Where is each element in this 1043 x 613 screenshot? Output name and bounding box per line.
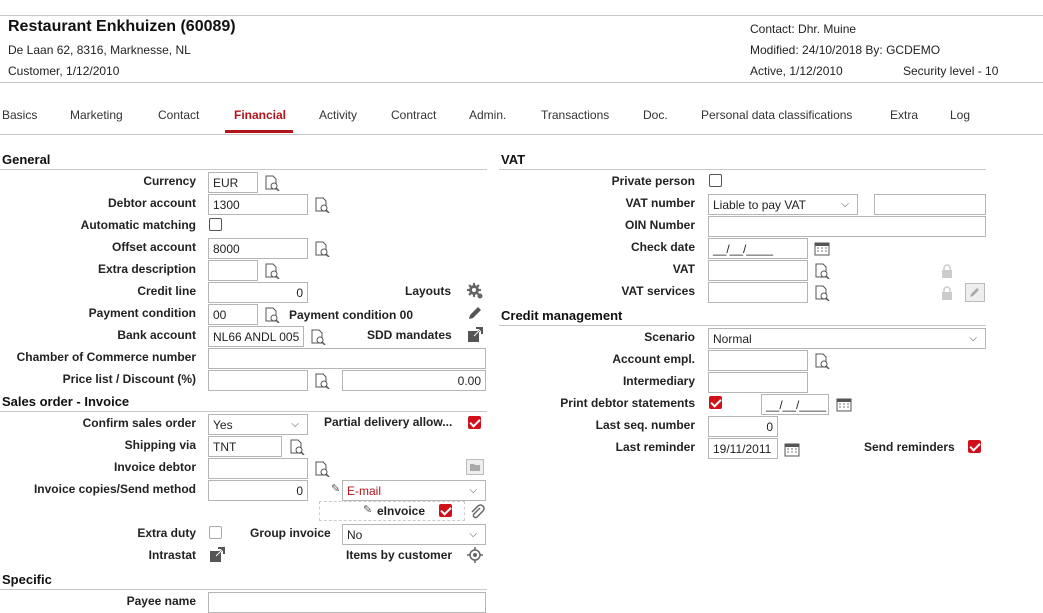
lookup-icon[interactable] bbox=[310, 329, 326, 345]
lookup-icon[interactable] bbox=[814, 353, 830, 369]
paperclip-icon[interactable] bbox=[469, 504, 485, 520]
lookup-icon[interactable] bbox=[314, 373, 330, 389]
folder-icon[interactable] bbox=[466, 459, 484, 475]
section-general: General bbox=[2, 152, 51, 167]
price-list-field[interactable] bbox=[208, 370, 308, 391]
pencil-icon[interactable]: ✎ bbox=[363, 504, 373, 516]
check-date-field[interactable]: __/__/____ bbox=[708, 238, 808, 259]
tab-contract[interactable]: Contract bbox=[391, 108, 437, 122]
vat-liability-value: Liable to pay VAT bbox=[713, 198, 806, 212]
print-statements-label: Print debtor statements bbox=[560, 396, 695, 410]
lookup-icon[interactable] bbox=[264, 263, 280, 279]
intermediary-field[interactable] bbox=[708, 372, 808, 393]
einvoice-label: eInvoice bbox=[377, 504, 426, 518]
private-person-label: Private person bbox=[611, 174, 695, 188]
offset-account-label: Offset account bbox=[111, 240, 196, 254]
send-method-select[interactable] bbox=[342, 480, 486, 501]
vat-field[interactable] bbox=[708, 260, 808, 281]
send-reminders-label: Send reminders bbox=[864, 440, 955, 454]
external-link-icon[interactable] bbox=[467, 327, 483, 343]
bank-account-label: Bank account bbox=[117, 328, 196, 342]
print-statements-date-field[interactable]: __/__/____ bbox=[761, 394, 829, 415]
vat-liability-select[interactable] bbox=[708, 194, 858, 215]
check-date-label: Check date bbox=[630, 240, 695, 254]
debtor-account-label: Debtor account bbox=[107, 196, 196, 210]
section-sales-order: Sales order - Invoice bbox=[2, 394, 130, 409]
modified-info: Modified: 24/10/2018 By: GCDEMO bbox=[750, 43, 941, 57]
lookup-icon[interactable] bbox=[814, 263, 830, 279]
vat-label: VAT bbox=[672, 262, 695, 276]
invoice-debtor-label: Invoice debtor bbox=[113, 460, 196, 474]
lookup-icon[interactable] bbox=[289, 439, 305, 455]
print-statements-checkbox[interactable] bbox=[709, 396, 722, 409]
vat-services-label: VAT services bbox=[621, 284, 695, 298]
invoice-debtor-field[interactable] bbox=[208, 458, 308, 479]
vat-services-field[interactable] bbox=[708, 282, 808, 303]
partial-delivery-label: Partial delivery allow... bbox=[324, 415, 453, 429]
tab-activity[interactable]: Activity bbox=[319, 108, 358, 122]
lookup-icon[interactable] bbox=[264, 307, 280, 323]
shipping-via-label: Shipping via bbox=[124, 438, 196, 452]
extra-description-label: Extra description bbox=[97, 262, 196, 276]
tab-admin[interactable]: Admin. bbox=[469, 108, 507, 122]
invoice-copies-field[interactable]: 0 bbox=[208, 480, 308, 501]
group-invoice-select[interactable] bbox=[342, 524, 486, 545]
calendar-icon[interactable] bbox=[836, 396, 852, 412]
vat-number-field[interactable] bbox=[874, 194, 986, 215]
shipping-via-field[interactable]: TNT bbox=[208, 436, 282, 457]
group-invoice-label: Group invoice bbox=[250, 526, 331, 540]
send-reminders-checkbox[interactable] bbox=[968, 440, 981, 453]
section-credit-management: Credit management bbox=[501, 308, 623, 323]
section-specific: Specific bbox=[2, 572, 52, 587]
send-method-value: E-mail bbox=[347, 484, 382, 498]
account-empl-label: Account empl. bbox=[612, 352, 695, 366]
tab-basics[interactable]: Basics bbox=[2, 108, 38, 122]
last-seq-field[interactable]: 0 bbox=[708, 416, 778, 437]
vat-number-label: VAT number bbox=[625, 196, 695, 210]
tab-marketing[interactable]: Marketing bbox=[70, 108, 123, 122]
payment-condition-description: Payment condition 00 bbox=[289, 308, 414, 322]
confirm-sales-order-label: Confirm sales order bbox=[82, 416, 196, 430]
oin-number-label: OIN Number bbox=[624, 218, 695, 232]
lock-icon bbox=[939, 285, 955, 301]
oin-number-field[interactable] bbox=[708, 216, 986, 237]
lock-icon bbox=[939, 263, 955, 279]
customer-since: Customer, 1/12/2010 bbox=[8, 64, 120, 78]
scenario-value: Normal bbox=[713, 332, 752, 346]
extra-description-field[interactable] bbox=[208, 260, 258, 281]
address: De Laan 62, 8316, Marknesse, NL bbox=[8, 43, 191, 57]
active-info: Active, 1/12/2010 bbox=[750, 64, 843, 78]
intermediary-label: Intermediary bbox=[622, 374, 695, 388]
gear-icon[interactable] bbox=[467, 283, 483, 299]
tab-extra[interactable]: Extra bbox=[890, 108, 919, 122]
sdd-mandates-label: SDD mandates bbox=[367, 328, 452, 342]
chevron-down-icon: ⌵ bbox=[469, 485, 477, 496]
layouts-label: Layouts bbox=[405, 284, 452, 298]
items-by-customer-label: Items by customer bbox=[346, 548, 453, 562]
chevron-down-icon: ⌵ bbox=[969, 333, 977, 344]
active-tab-indicator bbox=[225, 130, 293, 133]
tab-doc[interactable]: Doc. bbox=[643, 108, 668, 122]
price-list-label: Price list / Discount (%) bbox=[62, 372, 196, 386]
einvoice-checkbox[interactable] bbox=[439, 504, 452, 517]
payee-name-field[interactable] bbox=[208, 592, 486, 613]
automatic-matching-label: Automatic matching bbox=[80, 218, 196, 232]
scenario-label: Scenario bbox=[644, 330, 695, 344]
credit-line-label: Credit line bbox=[137, 284, 196, 298]
payment-condition-field[interactable]: 00 bbox=[208, 304, 258, 325]
calendar-icon[interactable] bbox=[784, 441, 800, 457]
bank-account-field[interactable]: NL66 ANDL 005 bbox=[208, 326, 304, 347]
private-person-checkbox[interactable] bbox=[709, 174, 722, 187]
lookup-icon[interactable] bbox=[314, 197, 330, 213]
lookup-icon[interactable] bbox=[314, 241, 330, 257]
lookup-icon[interactable] bbox=[814, 285, 830, 301]
contact-info: Contact: Dhr. Muine bbox=[750, 22, 857, 36]
last-seq-label: Last seq. number bbox=[595, 418, 695, 432]
extra-duty-label: Extra duty bbox=[137, 526, 196, 540]
confirm-sales-order-select[interactable] bbox=[208, 414, 308, 435]
page-title: Restaurant Enkhuizen (60089) bbox=[8, 18, 236, 35]
last-reminder-field[interactable]: 19/11/2011 bbox=[708, 438, 778, 459]
automatic-matching-checkbox[interactable] bbox=[209, 218, 222, 231]
partial-delivery-checkbox[interactable] bbox=[468, 416, 481, 429]
intrastat-label: Intrastat bbox=[148, 548, 196, 562]
invoice-copies-label: Invoice copies/Send method bbox=[33, 482, 196, 496]
tab-transactions[interactable]: Transactions bbox=[541, 108, 610, 122]
external-link-icon[interactable] bbox=[209, 547, 225, 563]
coc-field[interactable] bbox=[208, 348, 486, 369]
pencil-icon[interactable]: ✎ bbox=[331, 483, 341, 495]
lookup-icon[interactable] bbox=[264, 175, 280, 191]
section-vat: VAT bbox=[501, 152, 526, 167]
target-icon[interactable] bbox=[467, 547, 483, 563]
coc-label: Chamber of Commerce number bbox=[16, 350, 196, 364]
payment-condition-label: Payment condition bbox=[88, 306, 196, 320]
chevron-down-icon: ⌵ bbox=[841, 199, 849, 210]
extra-duty-checkbox[interactable] bbox=[209, 526, 222, 539]
chevron-down-icon: ⌵ bbox=[291, 419, 299, 430]
tab-personal-data[interactable]: Personal data classifications bbox=[701, 108, 853, 122]
group-invoice-value: No bbox=[347, 528, 363, 542]
credit-line-field[interactable]: 0 bbox=[208, 282, 308, 303]
tab-financial[interactable]: Financial bbox=[234, 108, 287, 122]
account-empl-field[interactable] bbox=[708, 350, 808, 371]
currency-field[interactable]: EUR bbox=[208, 172, 258, 193]
scenario-select[interactable] bbox=[708, 328, 986, 349]
currency-label: Currency bbox=[143, 174, 196, 188]
confirm-sales-order-value: Yes bbox=[213, 418, 233, 432]
pencil-icon[interactable] bbox=[467, 305, 483, 321]
calendar-icon[interactable] bbox=[814, 240, 830, 256]
lookup-icon[interactable] bbox=[314, 461, 330, 477]
chevron-down-icon: ⌵ bbox=[469, 529, 477, 540]
last-reminder-label: Last reminder bbox=[615, 440, 695, 454]
tab-contact[interactable]: Contact bbox=[158, 108, 200, 122]
offset-account-field[interactable]: 8000 bbox=[208, 238, 308, 259]
tab-log[interactable]: Log bbox=[950, 108, 971, 122]
security-level: Security level - 10 bbox=[903, 64, 999, 78]
discount-field[interactable]: 0.00 bbox=[342, 370, 486, 391]
payee-name-label: Payee name bbox=[126, 594, 196, 608]
debtor-account-field[interactable]: 1300 bbox=[208, 194, 308, 215]
edit-icon[interactable] bbox=[965, 283, 985, 302]
